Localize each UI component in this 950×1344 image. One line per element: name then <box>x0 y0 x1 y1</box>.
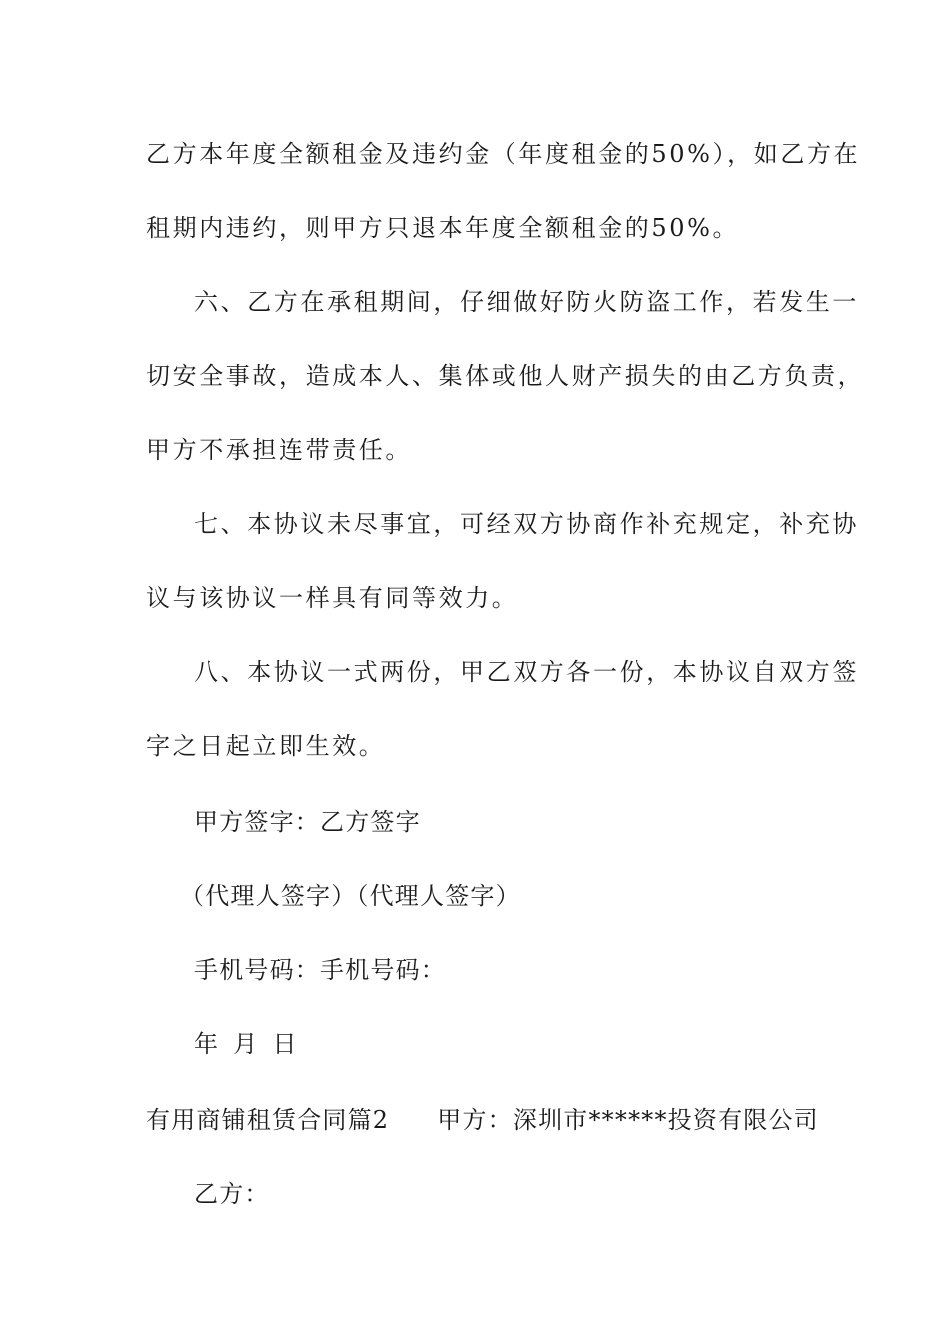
paragraph-line: 议与该协议一样具有同等效力。 <box>146 584 519 612</box>
party-b-line: 乙方： <box>194 1180 270 1208</box>
section-title: 有用商铺租赁合同篇2 <box>146 1106 390 1134</box>
paragraph-line: 切安全事故，造成本人、集体或他人财产损失的由乙方负责， <box>146 362 865 390</box>
section-heading-line <box>146 1104 846 1136</box>
party-a-name: 甲方：深圳市******投资有限公司 <box>437 1106 819 1134</box>
date-line: 年 月 日 <box>194 1030 297 1058</box>
paragraph-line: 租期内违约，则甲方只退本年度全额租金的50%。 <box>146 214 740 242</box>
agent-signature-line: （代理人签字）（代理人签字） <box>180 882 521 910</box>
paragraph-line: 字之日起立即生效。 <box>146 732 386 760</box>
paragraph-line: 甲方不承担连带责任。 <box>146 436 412 464</box>
clause-seven-line: 七、本协议未尽事宜，可经双方协商作补充规定，补充协 <box>194 510 859 538</box>
clause-eight-line: 八、本协议一式两份，甲乙双方各一份，本协议自双方签 <box>194 658 859 686</box>
paragraph-line: 乙方本年度全额租金及违约金（年度租金的50%），如乙方在 <box>146 140 861 168</box>
signature-line: 甲方签字：乙方签字 <box>194 808 421 836</box>
phone-line: 手机号码：手机号码： <box>194 956 446 984</box>
clause-six-line: 六、乙方在承租期间，仔细做好防火防盗工作，若发生一 <box>194 288 859 316</box>
